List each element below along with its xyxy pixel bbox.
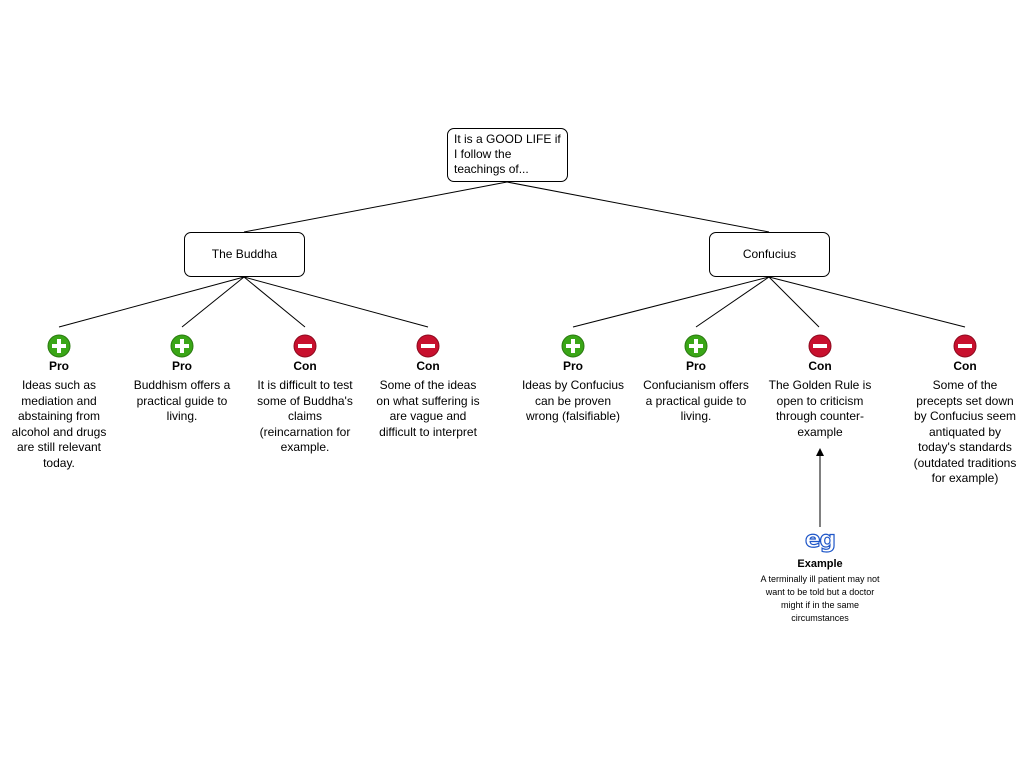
argument-text: Ideas such as mediation and abstaining from alcohol and drugs are still relevant today.	[11, 378, 107, 470]
topic-box-confucius[interactable]	[709, 232, 830, 277]
argument-text: Some of the precepts set down by Confucius seem antiquated by today's standards (outdated traditions for example)	[913, 378, 1017, 485]
minus-icon	[808, 334, 832, 358]
argument-pro-3[interactable]	[518, 334, 628, 425]
plus-icon	[47, 334, 71, 358]
argument-type-label: Pro	[685, 359, 706, 373]
argument-con-2[interactable]	[373, 334, 483, 440]
argument-text: Buddhism offers a practical guide to living.	[133, 378, 231, 423]
argument-pro-4[interactable]	[641, 334, 751, 425]
connector-root-confucius	[507, 182, 769, 232]
topic-label-buddha: The Buddha	[211, 247, 278, 261]
argument-pro-2[interactable]	[127, 334, 237, 425]
argument-text: The Golden Rule is open to criticism through counter-example	[768, 378, 872, 439]
eg-icon: eg	[804, 527, 836, 553]
argument-con-3[interactable]	[765, 334, 875, 440]
connector-buddha-arg4	[244, 277, 428, 327]
minus-icon	[416, 334, 440, 358]
argument-type-label: Con	[416, 359, 440, 373]
minus-icon	[953, 334, 977, 358]
plus-icon	[684, 334, 708, 358]
argument-text: Confucianism offers a practical guide to living.	[643, 378, 749, 423]
example-text: A terminally ill patient may not want to be told but a doctor might if in the same circumstances	[760, 574, 880, 623]
argument-con-4[interactable]	[910, 334, 1020, 487]
argument-type-label: Con	[953, 359, 977, 373]
topic-box-buddha[interactable]	[184, 232, 305, 277]
connector-buddha-arg1	[59, 277, 244, 327]
connector-buddha-arg2	[182, 277, 244, 327]
root-claim-text: It is a GOOD LIFE if I follow the teachings of...	[454, 132, 561, 176]
minus-icon	[293, 334, 317, 358]
plus-icon	[561, 334, 585, 358]
argument-text: Some of the ideas on what suffering is are vague and difficult to interpret	[376, 378, 480, 439]
argument-type-label: Pro	[171, 359, 192, 373]
argument-text: Ideas by Confucius can be proven wrong (falsifiable)	[521, 378, 625, 423]
connector-root-buddha	[244, 182, 507, 232]
argument-type-label: Pro	[562, 359, 583, 373]
plus-icon	[170, 334, 194, 358]
connector-confucius-arg8	[769, 277, 965, 327]
argument-con-1[interactable]	[250, 334, 360, 456]
connector-confucius-arg6	[696, 277, 769, 327]
argument-type-label: Con	[293, 359, 317, 373]
connector-buddha-arg3	[244, 277, 305, 327]
argument-type-label: Pro	[48, 359, 69, 373]
example-node[interactable]	[754, 528, 886, 625]
connector-confucius-arg7	[769, 277, 819, 327]
example-title: Example	[797, 558, 843, 570]
topic-label-confucius: Confucius	[742, 247, 797, 261]
argument-pro-1[interactable]	[4, 334, 114, 471]
argument-text: It is difficult to test some of Buddha's claims (reincarnation for example.	[257, 378, 353, 454]
argument-type-label: Con	[808, 359, 832, 373]
connector-confucius-arg5	[573, 277, 769, 327]
root-claim-box[interactable]	[447, 128, 568, 182]
